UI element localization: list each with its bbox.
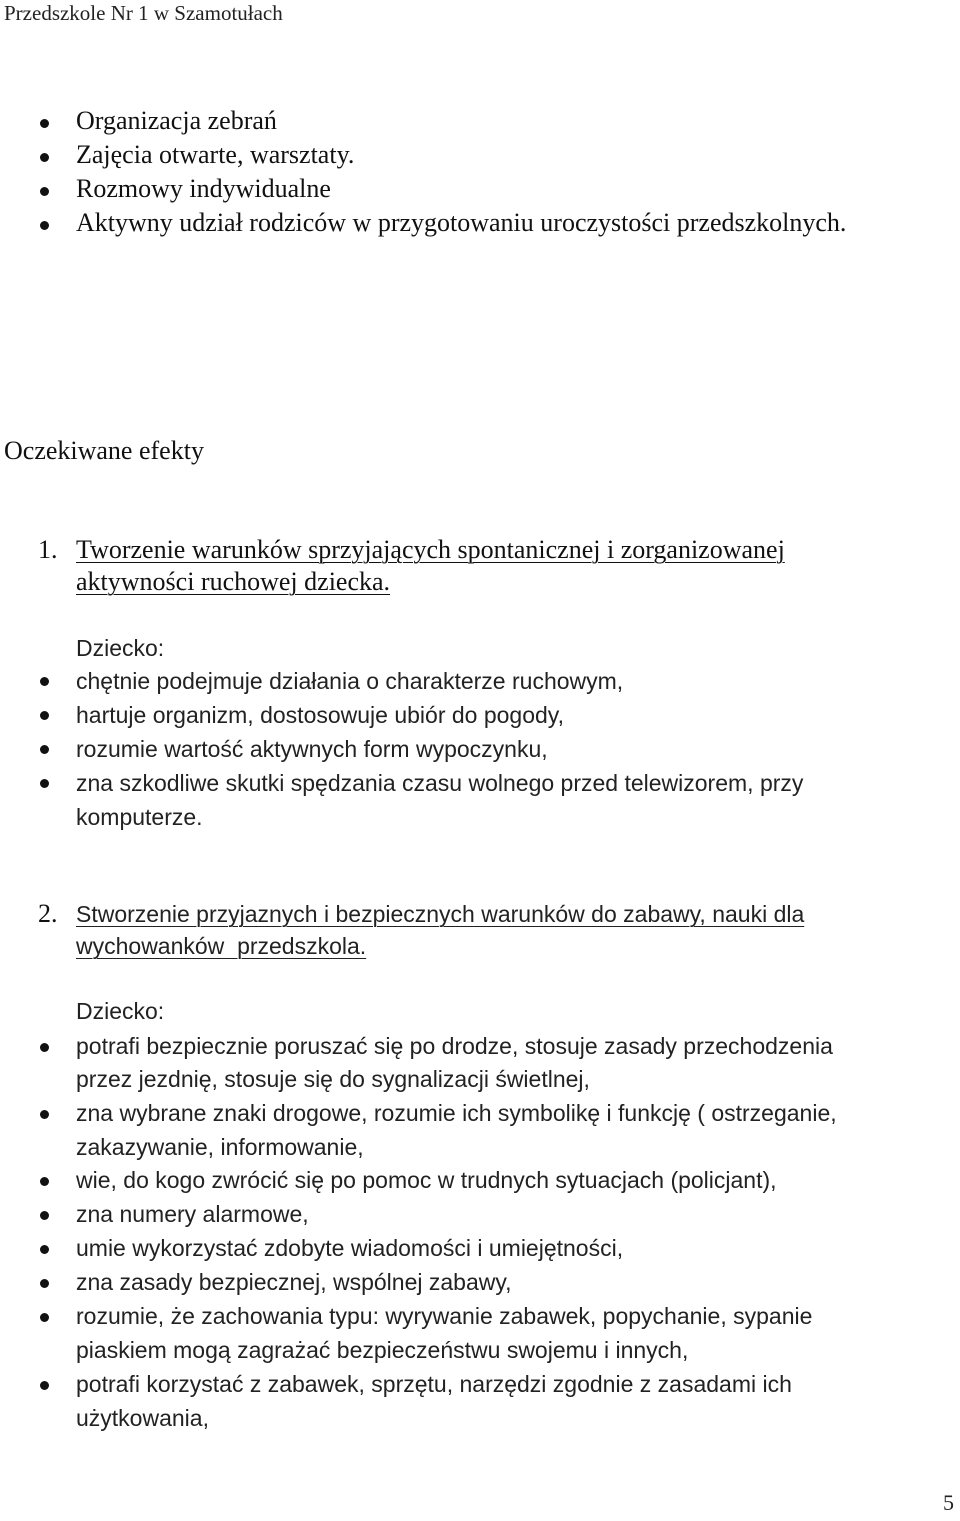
- child-label: Dziecko:: [76, 998, 165, 1024]
- outcome-item-continuation: komputerze.: [76, 804, 203, 830]
- outcome-item: umie wykorzystać zdobyte wiadomości i umiejętności,: [76, 1235, 624, 1261]
- bullet-icon: [40, 677, 49, 686]
- goal-number: 2.: [38, 899, 58, 928]
- bullet-icon: [40, 1313, 49, 1322]
- intro-bullet-item: Rozmowy indywidualne: [76, 174, 331, 203]
- bullet-icon: [40, 153, 49, 162]
- bullet-icon: [40, 1279, 49, 1288]
- outcome-item-continuation: użytkowania,: [76, 1405, 209, 1431]
- bullet-icon: [40, 1381, 49, 1390]
- page-number: 5: [943, 1490, 954, 1515]
- outcome-item: rozumie wartość aktywnych form wypoczynku,: [76, 736, 548, 762]
- bullet-icon: [40, 187, 49, 196]
- bullet-icon: [40, 1043, 49, 1052]
- bullet-icon: [40, 711, 49, 720]
- bullet-icon: [40, 1245, 49, 1254]
- outcome-item-continuation: piaskiem mogą zagrażać bezpieczeństwu swojemu i innych,: [76, 1337, 689, 1363]
- bullet-icon: [40, 1211, 49, 1220]
- bullet-icon: [40, 745, 49, 754]
- outcome-item-continuation: przez jezdnię, stosuje się do sygnalizacji świetlnej,: [76, 1066, 590, 1092]
- bullet-icon: [40, 1177, 49, 1186]
- outcome-item: wie, do kogo zwrócić się po pomoc w trudnych sytuacjach (policjant),: [76, 1167, 777, 1193]
- outcome-item: zna wybrane znaki drogowe, rozumie ich symbolikę i funkcję ( ostrzeganie,: [76, 1100, 837, 1126]
- outcome-item: hartuje organizm, dostosowuje ubiór do pogody,: [76, 702, 564, 728]
- goal-title-line: Stworzenie przyjaznych i bezpiecznych warunków do zabawy, nauki dla: [76, 901, 805, 927]
- section-heading: Oczekiwane efekty: [4, 436, 204, 465]
- outcome-item: potrafi bezpiecznie poruszać się po drodze, stosuje zasady przechodzenia: [76, 1033, 833, 1059]
- bullet-icon: [40, 221, 49, 230]
- goal-number: 1.: [38, 535, 58, 564]
- outcome-item: rozumie, że zachowania typu: wyrywanie zabawek, popychanie, sypanie: [76, 1303, 813, 1329]
- intro-bullet-item: Organizacja zebrań: [76, 106, 277, 135]
- bullet-icon: [40, 1110, 49, 1119]
- bullet-icon: [40, 119, 49, 128]
- intro-bullet-item: Zajęcia otwarte, warsztaty.: [76, 140, 355, 169]
- document-header: Przedszkole Nr 1 w Szamotułach: [4, 1, 283, 25]
- outcome-item: zna zasady bezpiecznej, wspólnej zabawy,: [76, 1269, 512, 1295]
- goal-title-line: aktywności ruchowej dziecka.: [76, 567, 391, 596]
- goal-title-line: Tworzenie warunków sprzyjających spontanicznej i zorganizowanej: [76, 535, 785, 564]
- intro-bullet-item: Aktywny udział rodziców w przygotowaniu uroczystości przedszkolnych.: [76, 208, 847, 237]
- goal-title-line: wychowanków przedszkola.: [76, 933, 367, 959]
- outcome-item: zna szkodliwe skutki spędzania czasu wolnego przed telewizorem, przy: [76, 770, 804, 796]
- outcome-item: chętnie podejmuje działania o charakterze ruchowym,: [76, 668, 624, 694]
- outcome-item: potrafi korzystać z zabawek, sprzętu, narzędzi zgodnie z zasadami ich: [76, 1371, 792, 1397]
- child-label: Dziecko:: [76, 635, 165, 661]
- outcome-item-continuation: zakazywanie, informowanie,: [76, 1134, 364, 1160]
- bullet-icon: [40, 779, 49, 788]
- outcome-item: zna numery alarmowe,: [76, 1201, 309, 1227]
